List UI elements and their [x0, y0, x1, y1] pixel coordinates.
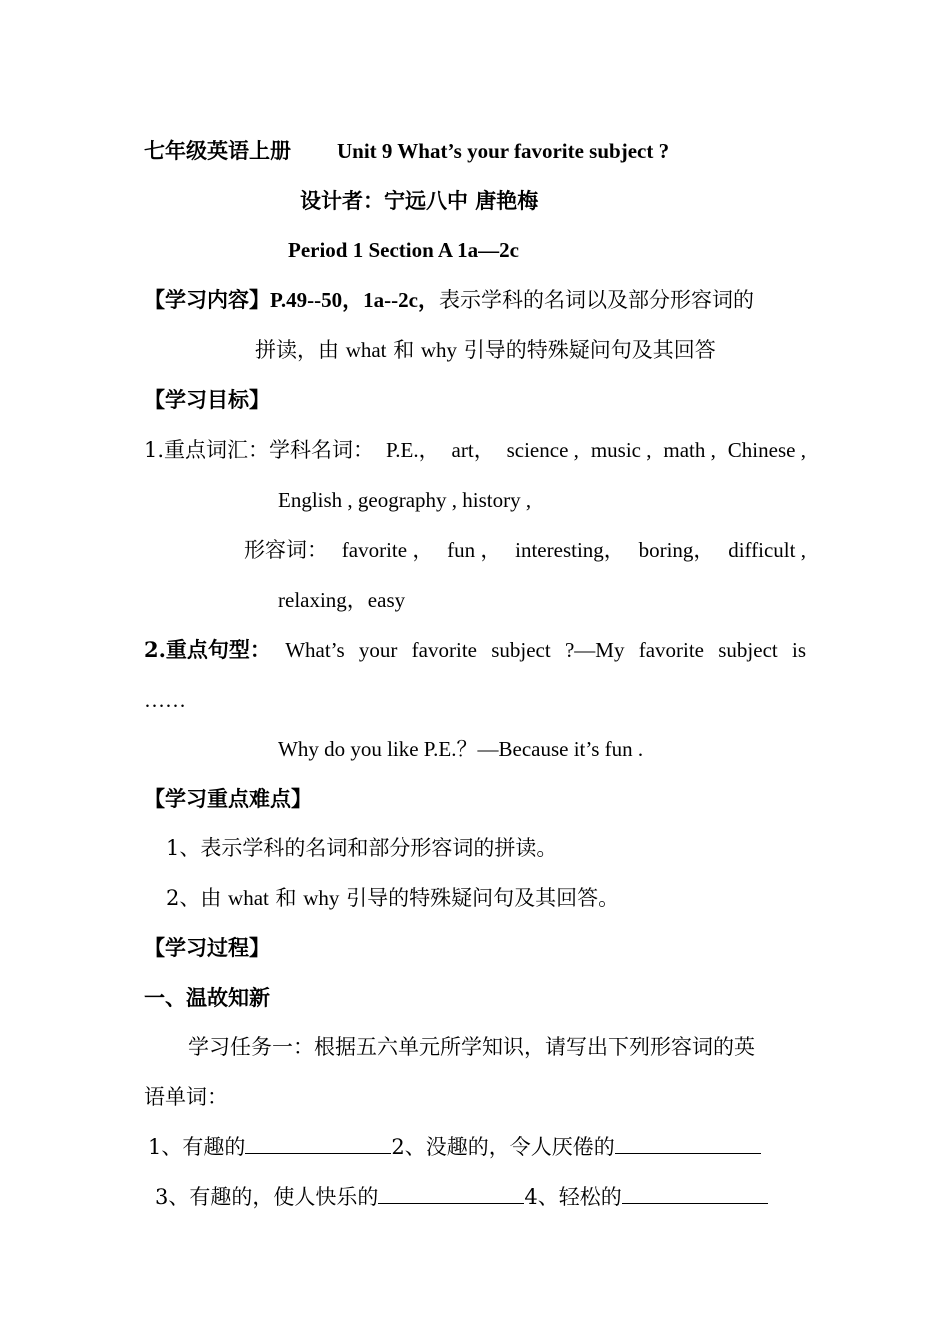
- period-line: Period 1 Section A 1a—2c: [288, 238, 519, 262]
- question-1-label: 1、有趣的: [148, 1135, 246, 1159]
- vocab-line-1: 1.重点词汇：学科名词： P.E.， art， science , music , math , Chinese ,: [144, 435, 806, 465]
- sentence-line-1: 2.重点句型： What’s your favorite subject ?—My favorite subject is: [144, 635, 806, 665]
- question-row-2: [155, 1182, 768, 1212]
- vocab-line-2: English , geography , history ,: [278, 488, 532, 512]
- question-3-label: 3、有趣的，使人快乐的: [155, 1185, 379, 1209]
- adj-label: 形容词：: [244, 538, 328, 562]
- goals-heading: 【学习目标】: [144, 387, 270, 412]
- question-4-label: 4、轻松的: [524, 1185, 622, 1209]
- unit-title: Unit 9 What’s your favorite subject ?: [337, 139, 670, 163]
- keypoint-item-1: 1、表示学科的名词和部分形容词的拼读。: [166, 836, 558, 860]
- sentence-label: 2.重点句型：: [144, 637, 271, 662]
- adj-line-2: relaxing，easy: [278, 588, 406, 612]
- content-line-1: [144, 285, 754, 315]
- section-1-heading: 一、温故知新: [144, 985, 270, 1010]
- content-pages: P.49--50，1a--2c，: [270, 288, 439, 312]
- content-text-1: 表示学科的名词以及部分形容词的: [438, 288, 754, 312]
- task1-line-2: 语单词：: [144, 1085, 228, 1109]
- question-row-1: [148, 1132, 761, 1162]
- answer-blank-3[interactable]: [378, 1183, 524, 1204]
- content-label: 【学习内容】: [144, 287, 270, 312]
- title-line: [144, 136, 669, 166]
- keypoints-heading: 【学习重点难点】: [144, 786, 312, 811]
- sentence-ellipsis: ……: [144, 688, 186, 712]
- keypoint-item-2: 2、由 what 和 why 引导的特殊疑问句及其回答。: [166, 886, 620, 910]
- adj-line-1: 形容词： favorite ， fun ， interesting， boring， difficult ,: [244, 535, 806, 565]
- answer-blank-1[interactable]: [245, 1133, 391, 1154]
- process-heading: 【学习过程】: [144, 935, 270, 960]
- answer-blank-4[interactable]: [622, 1183, 768, 1204]
- sentence-line-2: Why do you like P.E.？—Because it’s fun .: [278, 737, 644, 761]
- content-line-2: 拼读，由 what 和 why 引导的特殊疑问句及其回答: [255, 338, 716, 362]
- vocab-label: 1.重点词汇：学科名词：: [144, 438, 375, 462]
- designer-line: 设计者：宁远八中 唐艳梅: [300, 188, 539, 213]
- question-2-label: 2、没趣的，令人厌倦的: [391, 1135, 615, 1159]
- book-title: 七年级英语上册: [144, 138, 291, 163]
- task1-line-1: 学习任务一：根据五六单元所学知识，请写出下列形容词的英: [188, 1035, 755, 1059]
- answer-blank-2[interactable]: [615, 1133, 761, 1154]
